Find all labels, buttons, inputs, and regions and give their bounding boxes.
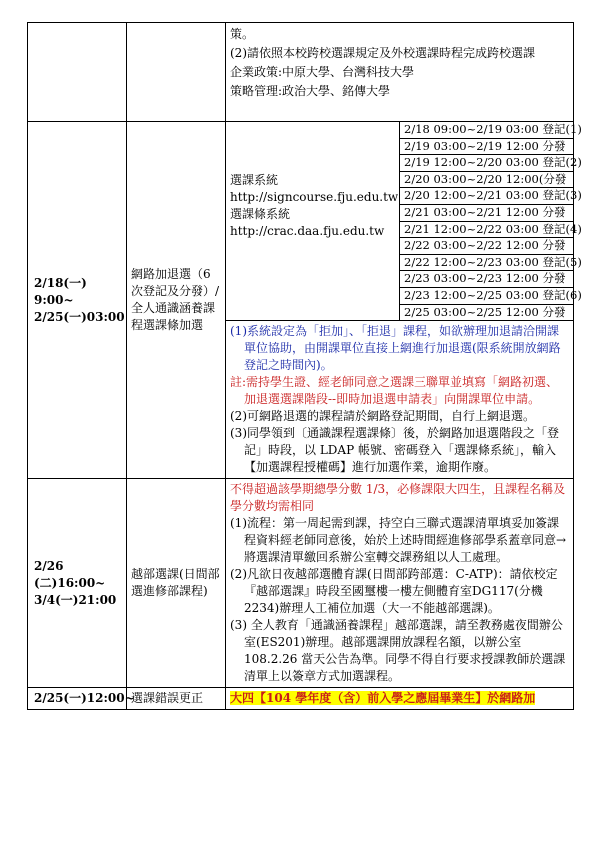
item-text: (1)流程：第一周起需到課，持空白三聯式選課清單填妥加簽課程資料經老師同意後，始於上述時間經進修部學系蓋章同意→將選課清單繳回系辦公室轉交課務組以人工處理。: [230, 516, 567, 565]
time-slot: 2/21 12:00~2/22 03:00 登記(4): [400, 222, 573, 239]
text-line: (2)請依照本校跨校選課規定及外校選課時程完成跨校選課: [230, 46, 536, 60]
table-row: [28, 479, 574, 688]
note-text: (2)可網路退選的課程請於網路登記期間，自行上網退選。: [230, 409, 536, 424]
date-start: 2/26 (二)16:00~: [34, 558, 106, 590]
text-line: 策略管理:政治大學、銘傳大學: [230, 84, 391, 98]
system-cell: [226, 122, 400, 321]
description-cell: [226, 23, 574, 122]
date-cell: [28, 23, 127, 122]
note-text: (1)系統設定為「拒加」、「拒退」課程，如欲辦理加退請洽開課單位協助，由開課單位直接上網進行加退選(限系統開放網路登記之時間內)。: [230, 324, 561, 373]
time-slot: 2/20 12:00~2/21 03:00 登記(3): [400, 188, 573, 205]
date-cell: [28, 479, 127, 688]
item-cell: [127, 479, 226, 688]
item-cell: [127, 122, 226, 479]
time-slot: 2/19 03:00~2/19 12:00 分發: [400, 139, 573, 156]
description-cell: [226, 479, 574, 688]
schedule-table: [27, 22, 582, 710]
note-text: 註:需持學生證、經老師同意之選課三聯單並填寫「網路初選、加退選選課階段--即時加退選申請表」向開課單位申請。: [230, 375, 559, 407]
item-label: 越部選課(日間部選進修部課程): [131, 567, 220, 599]
item-text: (2)凡欲日夜越部選體育課(日間部跨部選：C-ATP)：請依校定『越部選課』時段至國璽樓一樓左側體育室DG117(分機 2234)辦理人工補位加選（大一不能越部選課)。: [230, 567, 558, 616]
date-cell: [28, 122, 127, 479]
time-slot: 2/20 03:00~2/20 12:00(分發: [400, 172, 573, 189]
time-slot: 2/23 03:00~2/23 12:00 分發: [400, 271, 573, 288]
time-slot: 2/25 03:00~2/25 12:00 分發: [404, 304, 566, 319]
highlight-text: 大四【104 學年度（含）前入學之應屆畢業生】於網路加: [230, 691, 536, 706]
date-end: 3/4(一)21:00: [34, 592, 117, 607]
date-cell: [28, 688, 135, 710]
slot-cell: [400, 122, 582, 321]
time-slot: 2/21 03:00~2/21 12:00 分發: [400, 205, 573, 222]
item-cell: [127, 23, 226, 122]
note-text: (3)同學領到〔通識課程選課條〕後，於網路加退選階段之「登記」時段，以 LDAP 帳號、密碼登入「選課條系統」，輸入【加選課程授權碼】進行加選作業，逾期作廢。: [230, 426, 560, 475]
table-row: [28, 122, 574, 321]
item-cell: [127, 688, 226, 710]
item-label: 網路加退選（6 次登記及分發）/全人通識涵養課程選課條加選: [131, 267, 220, 333]
time-slot: 2/22 12:00~2/23 03:00 登記(5): [400, 255, 573, 272]
notes-cell: [226, 321, 574, 479]
warning-text: 不得超過該學期總學分數 1/3，必修課限大四生，且課程名稱及學分數均需相同: [230, 482, 566, 514]
date-end: 2/25(一)03:00: [34, 309, 125, 324]
time-slot: 2/18 09:00~2/19 03:00 登記(1): [400, 122, 573, 139]
date-start: 2/25(一)12:00~: [34, 691, 135, 706]
time-slot: 2/23 12:00~2/25 03:00 登記(6): [400, 288, 573, 305]
table-row: [28, 23, 574, 122]
system-label: 選課條系統: [230, 207, 291, 221]
system-url[interactable]: http://signcourse.fju.edu.tw: [230, 190, 399, 204]
system-url[interactable]: http://crac.daa.fju.edu.tw: [230, 224, 385, 238]
time-slot: 2/22 03:00~2/22 12:00 分發: [400, 238, 573, 255]
description-cell: [226, 688, 574, 710]
text-line: 策。: [230, 27, 255, 41]
table-row: [28, 688, 574, 710]
system-label: 選課系統: [230, 173, 279, 187]
time-slot: 2/19 12:00~2/20 03:00 登記(2): [400, 155, 573, 172]
item-label: 選課錯誤更正: [131, 691, 204, 706]
item-text: (3) 全人教育「通識涵養課程」越部選課，請至教務處夜間辦公室(ES201)辦理。越部選課開放課程名額，以辦公室 108.2.26 當天公告為準。同學不得自行要求授課教師於選課清單上以簽章方式加選課程。: [230, 618, 566, 684]
date-start: 2/18(一) 9:00~: [34, 275, 87, 307]
text-line: 企業政策:中原大學、台灣科技大學: [230, 65, 415, 79]
